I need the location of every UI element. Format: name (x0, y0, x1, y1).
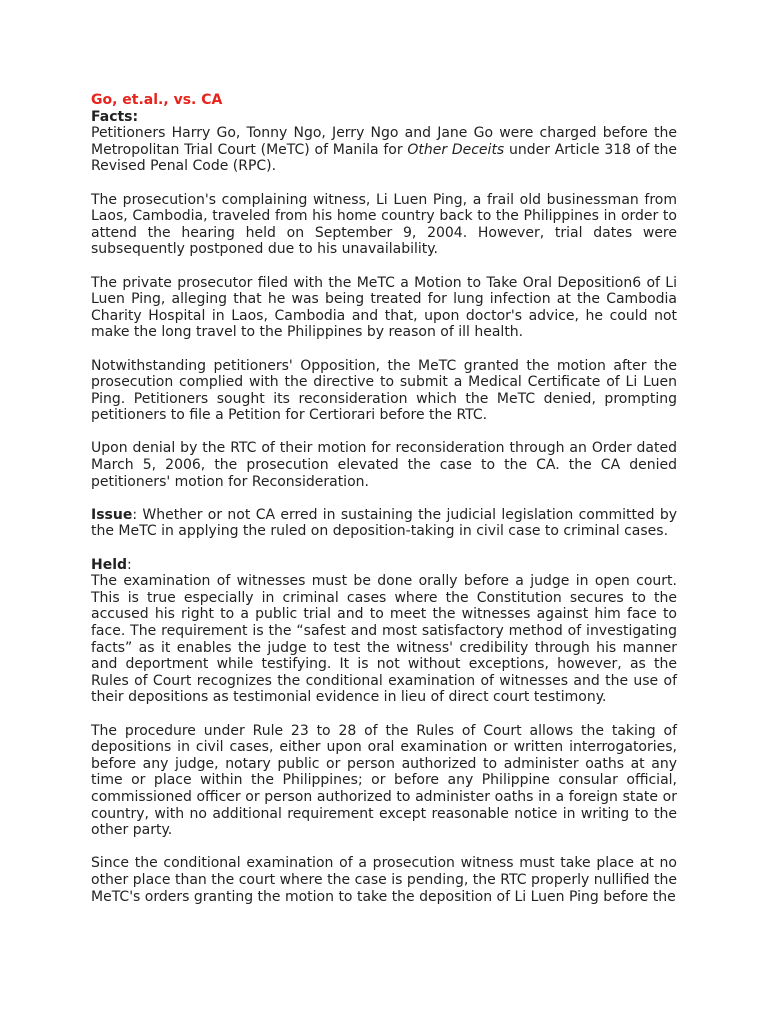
issue-paragraph (91, 507, 677, 540)
facts-p1-text-b: under Article 318 of the Revised Penal Code (RPC). (91, 141, 678, 175)
held-colon: : (127, 556, 132, 573)
facts-paragraph-3: The private prosecutor filed with the MeTC a Motion to Take Oral Deposition6 of Li Luen Ping, alleging that he was being treated for lung infection at the Cambodia Charity Hospital in Laos, Cambodia and that, upon doctor's advice, he could not make the long travel to the Philippines by reason of ill health. (91, 274, 677, 341)
facts-paragraph-2: The prosecution's complaining witness, Li Luen Ping, a frail old businessman from Laos, Cambodia, traveled from his home country back to the Philippines in order to attend the hearing held on September 9, 2004. However, trial dates were subsequently postponed due to his unavailability. (91, 191, 677, 258)
held-heading (91, 557, 677, 574)
held-paragraph-1: The examination of witnesses must be done orally before a judge in open court. This is true especially in criminal cases where the Constitution secures to the accused his right to a public trial and to meet the witnesses against him face to face. The requirement is the “safest and most satisfactory method of investigating facts” as it enables the judge to test the witness' credibility through his manner and deportment while testifying. It is not without exceptions, however, as the Rules of Court recognizes the conditional examination of witnesses and the use of their depositions as testimonial evidence in lieu of direct court testimony. (91, 573, 677, 706)
facts-heading: Facts: (91, 108, 139, 125)
held-label: Held (91, 556, 128, 573)
facts-paragraph-4: Notwithstanding petitioners' Opposition, the MeTC granted the motion after the prosecution complied with the directive to submit a Medical Certificate of Li Luen Ping. Petitioners sought its reconsideration which the MeTC denied, prompting petitioners to file a Petition for Certiorari before the RTC. (91, 357, 677, 424)
facts-paragraph-5: Upon denial by the RTC of their motion for reconsideration through an Order dated March 5, 2006, the prosecution elevated the case to the CA. the CA denied petitioners' motion for Reconsideration. (91, 440, 677, 490)
issue-label: Issue (91, 506, 133, 523)
document-body (91, 92, 677, 922)
facts-paragraph-1 (91, 125, 677, 175)
issue-text: : Whether or not CA erred in sustaining the judicial legislation committed by the MeTC in applying the ruled on deposition-taking in civil case to criminal cases. (91, 506, 677, 540)
facts-p1-text-a: Petitioners Harry Go, Tonny Ngo, Jerry Ngo and Jane Go were charged before the Metropolitan Trial Court (MeTC) of Manila for (91, 125, 677, 158)
case-title: Go, et.al., vs. CA (91, 92, 223, 108)
held-paragraph-2: The procedure under Rule 23 to 28 of the Rules of Court allows the taking of depositions in civil cases, either upon oral examination or written interrogatories, before any judge, notary public or person authorized to administer oaths at any time or place within the Philippines; or before any Philippine consular official, commissioned officer or person authorized to administer oaths in a foreign state or country, with no additional requirement except reasonable notice in writing to the other party. (91, 722, 677, 839)
held-paragraph-3: Since the conditional examination of a prosecution witness must take place at no other place than the court where the case is pending, the RTC properly nullified the MeTC's orders granting the motion to take the deposition of Li Luen Ping before the (91, 855, 677, 905)
facts-p1-italic: Other Deceits (407, 141, 505, 158)
